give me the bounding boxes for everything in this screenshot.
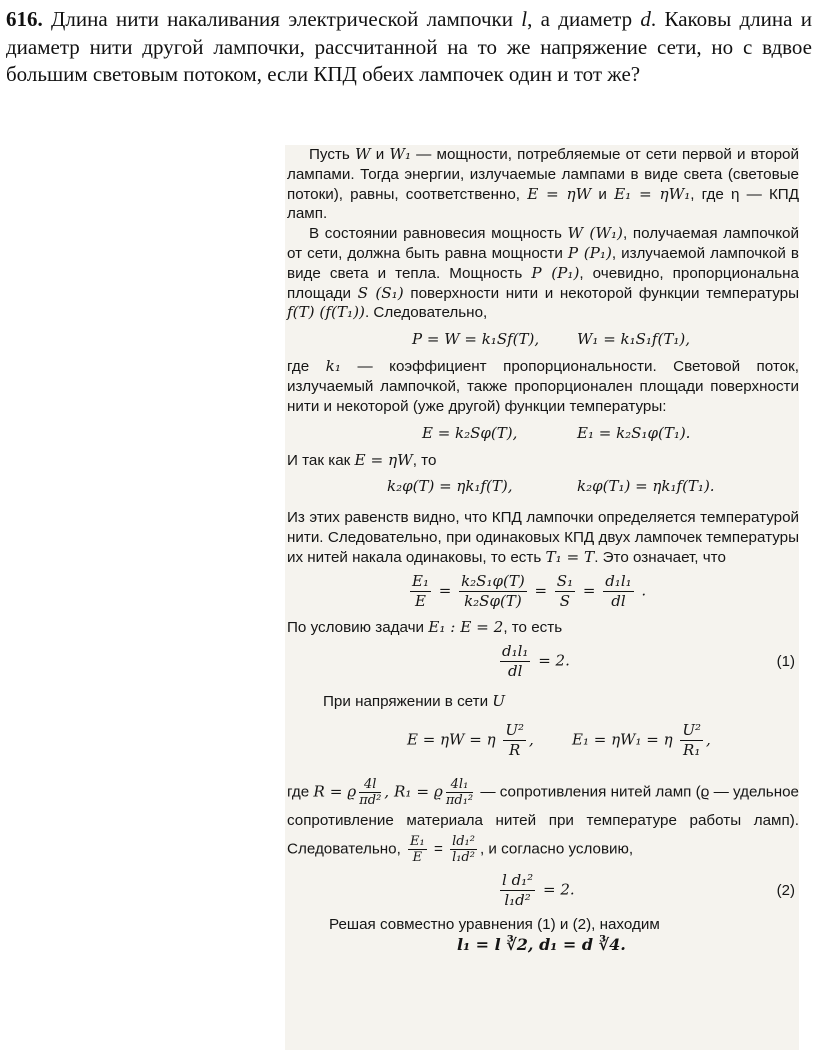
- denominator: R₁: [683, 741, 701, 760]
- text: , излучаемой лампочкой в виде света и тепла. Мощность: [287, 244, 799, 282]
- text: . Это означает, что: [594, 548, 726, 566]
- paragraph-9: Решая совместно уравнения (1) и (2), находим: [329, 916, 660, 934]
- denominator: E: [412, 850, 423, 866]
- denominator: S: [559, 591, 571, 610]
- equation-3: [287, 470, 799, 504]
- numerator: d₁l₁: [502, 641, 529, 660]
- text: , то: [412, 451, 437, 469]
- text: Из этих равенств видно, что КПД лампочки определяется температурой нити. Следовательно, при одинаковых КПД двух лампочек температуры их нитей накала одинаковы, то есть: [287, 509, 799, 566]
- paragraph-5: [287, 508, 799, 567]
- numerator: E₁: [412, 571, 429, 590]
- numerator: d₁l₁: [605, 571, 632, 590]
- equation-part: E₁ = k₂S₁φ(T₁).: [577, 423, 691, 442]
- text: Пусть: [309, 146, 355, 163]
- equation-part: W₁ = k₁S₁f(T₁),: [577, 330, 690, 349]
- math: P (P₁): [567, 243, 612, 262]
- paragraph-1: [287, 145, 799, 224]
- fraction: [680, 721, 703, 760]
- math: R = ϱ: [313, 782, 357, 801]
- denominator: dl: [508, 661, 523, 680]
- equation-lhs: E₁ = ηW₁ = η: [572, 730, 673, 749]
- numerator: k₂S₁φ(T): [461, 571, 525, 590]
- var-d: d: [640, 7, 651, 31]
- fraction: [555, 572, 575, 611]
- numerator: 4l₁: [446, 777, 473, 793]
- numerator: E₁: [410, 834, 425, 850]
- text: — коэффициент пропорциональности. Световой поток, излучаемый лампочкой, также пропорционален площади поверхности нити и некоторой (уже другой) функции температуры:: [287, 358, 799, 415]
- numerator: 4l: [359, 777, 381, 793]
- math: W₁: [389, 145, 412, 163]
- text: и: [591, 185, 615, 203]
- numerator: U²: [505, 721, 524, 740]
- math: E₁ = ηW₁: [614, 184, 691, 203]
- equation-part: $\frac{\text{E₁}}{E}$ = $\frac{\text{k₂S₁φ(T)}}{\text{k₂Sφ(T)}}$ = $\frac{\text{S₁}}{S}$ = $\frac{\text{d₁l₁}}{dl}$ .: [412, 571, 647, 610]
- fraction: [408, 834, 427, 865]
- text: — сопротивления нитей ламп (ϱ — удельное сопротивление материала нитей при температуре работы ламп). Следовательно,: [287, 783, 799, 858]
- equation-2: [287, 417, 799, 451]
- equation-part: [497, 642, 570, 681]
- denominator: R: [509, 741, 521, 760]
- math: P (P₁): [531, 263, 580, 282]
- math: U: [492, 691, 506, 710]
- numerator: l d₁²: [502, 871, 534, 890]
- fraction: [503, 721, 526, 760]
- text: — мощности, потребляемые от сети первой и второй лампами. Тогда энергии, излучаемые лампами в виде света (световые потоки), равны, соответственно,: [287, 146, 799, 203]
- equation-6: [287, 711, 799, 777]
- fraction: [500, 642, 530, 681]
- final-answer: l₁ = l ∛2, d₁ = d ∛4.: [457, 935, 626, 955]
- problem-text: , а диаметр: [527, 7, 641, 31]
- equation-lhs: E = ηW = η: [407, 730, 496, 749]
- equation-part: P = W = k₁Sf(T),: [412, 330, 540, 349]
- paragraph-3: [287, 357, 799, 416]
- denominator: l₁d²: [504, 891, 531, 910]
- problem-number: 616.: [6, 7, 43, 31]
- problem-statement: [6, 6, 812, 89]
- math: E₁ : E = 2: [428, 617, 504, 636]
- equation-part: k₂φ(T₁) = ηk₁f(T₁).: [577, 477, 715, 496]
- equation-part: [497, 871, 575, 910]
- text: , где η — КПД ламп.: [287, 185, 799, 223]
- math: , R₁ = ϱ: [384, 782, 443, 801]
- var-l: l: [521, 7, 528, 31]
- text: . Следовательно,: [364, 304, 488, 322]
- fraction: [410, 572, 431, 611]
- denominator: l₁d²: [452, 850, 475, 866]
- solution-block: [285, 145, 799, 1050]
- equation-rhs: = 2.: [538, 651, 570, 670]
- paragraph-4: [287, 451, 799, 471]
- paragraph-8: где R = ϱ $\frac{4l}{\text{πd²}}$ , R₁ = ϱ $\frac{\text{4l₁}}{\text{πd₁²}}$ — сопротивления нитей ламп (ϱ — удельное сопротивление материала нитей при температуре работы ламп). Следовательно, $\frac{\text{E₁}}{E}$ = $\frac{\text{ld₁²}}{\text{l₁d²}}$ , и согласно условию,: [287, 777, 799, 866]
- fraction: [459, 572, 527, 611]
- text: По условию задачи: [287, 618, 429, 636]
- fraction: [359, 777, 381, 808]
- equation-7: [287, 865, 799, 915]
- paragraph-6: [287, 618, 799, 638]
- equation-part: k₂φ(T) = ηk₁f(T),: [387, 477, 513, 496]
- text: И так как: [287, 451, 355, 469]
- numerator: S₁: [556, 571, 574, 590]
- math: k₁: [325, 357, 341, 376]
- math: f(T) (f(T₁)): [287, 303, 365, 322]
- math: S (S₁): [357, 283, 404, 302]
- math: W: [354, 145, 371, 163]
- text: В состоянии равновесия мощность: [309, 225, 568, 243]
- text: и: [370, 146, 390, 163]
- numerator: U²: [682, 721, 702, 740]
- paragraph-2: [287, 224, 799, 323]
- math: E = ηW: [354, 450, 413, 469]
- text: где: [287, 358, 326, 376]
- text: где: [287, 783, 314, 801]
- denominator: k₂Sφ(T): [464, 591, 522, 610]
- math: E = ηW: [527, 184, 592, 203]
- fraction: [500, 871, 535, 910]
- math: W (W₁): [567, 224, 623, 243]
- paragraph-7: [287, 692, 799, 712]
- equation-4: [287, 568, 799, 614]
- fraction: [603, 572, 633, 611]
- denominator: dl: [611, 591, 626, 610]
- equation-5: [287, 638, 799, 686]
- text: , получаемая лампочкой от сети, должна быть равна мощности: [287, 225, 799, 262]
- equation-part: E = ηW = η $\frac{\text{U²}}{R}$ ,: [407, 721, 534, 760]
- equation-number: (2): [776, 882, 795, 900]
- text: , и согласно условию,: [479, 840, 634, 858]
- math: T₁ = T: [545, 547, 595, 566]
- denominator: E: [415, 591, 426, 610]
- problem-text: Длина нити накаливания электрической лампочки: [42, 7, 522, 31]
- text: При напряжении в сети: [323, 692, 493, 710]
- equation-part: E = k₂Sφ(T),: [422, 423, 518, 442]
- numerator: ld₁²: [452, 834, 475, 850]
- equation-1: [287, 323, 799, 357]
- equation-rhs: = 2.: [542, 880, 575, 899]
- equation-number: (1): [776, 652, 795, 670]
- equation-part: E₁ = ηW₁ = η $\frac{\text{U²}}{\text{R₁}}$ ,: [572, 721, 711, 760]
- denominator: πd₁²: [445, 793, 474, 809]
- text: поверхности нити и некоторой функции температуры: [403, 284, 800, 302]
- fraction: [446, 777, 473, 808]
- problem-text: . Каковы длина и диаметр нити другой лампочки, рассчитанной на то же напряжение сети, но с вдвое большим световым потоком, если КПД обеих лампочек один и тот же?: [6, 7, 812, 86]
- text: , очевидно, пропорциональна площади: [287, 264, 799, 302]
- denominator: πd²: [359, 793, 382, 809]
- text: , то есть: [503, 618, 563, 636]
- fraction: [450, 834, 477, 865]
